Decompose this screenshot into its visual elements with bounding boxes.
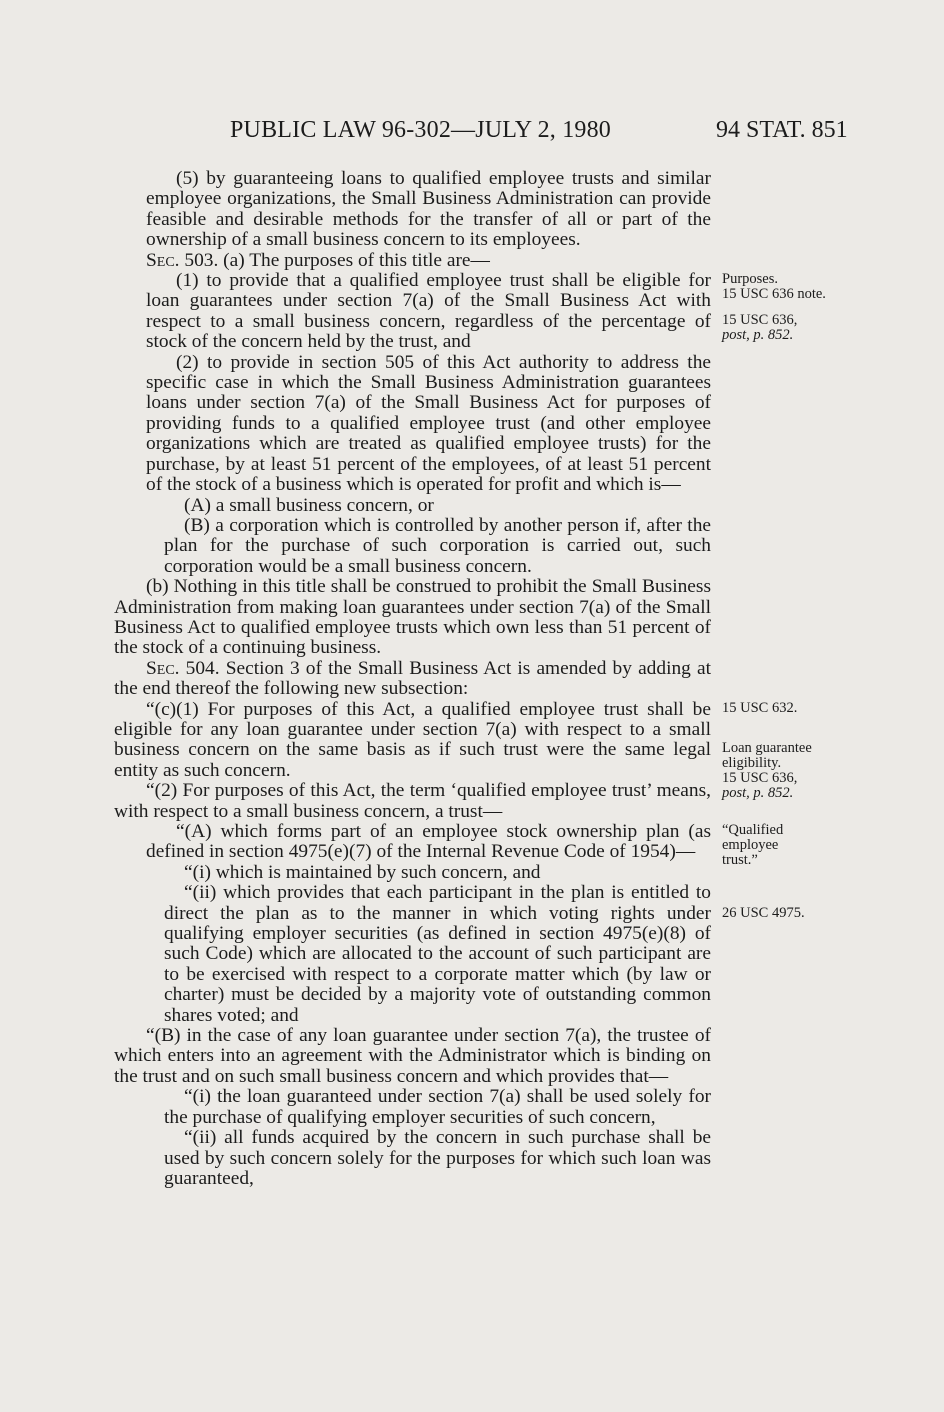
margin-note-qualified-trust: “Qualified employee trust.” [722, 822, 784, 868]
paragraph-1: (1) to provide that a qualified employee trust shall be eligible for loan guarantees under section 7(a) of the Small Business Act with respect to a small business concern, regardless of the percentage of stock of the concern held by the trust, and [146, 270, 711, 353]
body-text [114, 169, 711, 1189]
section-504-text: Section 3 of the Small Business Act is amended by adding at the end thereof the following new subsection: [114, 657, 711, 700]
section-503-heading [114, 251, 711, 271]
margin-note-usc-636: 15 USC 636, post, p. 852. [722, 312, 798, 343]
paragraph-B-ii: “(ii) all funds acquired by the concern in such purchase shall be used by such concern solely for the purposes for which such loan was guaranteed, [164, 1127, 711, 1189]
margin-note-loan-guarantee: Loan guarantee eligibility. 15 USC 636, post, p. 852. [722, 740, 812, 801]
paragraph-2: (2) to provide in section 505 of this Act authority to address the specific case in which the Small Business Administration guarantees loans under section 7(a) of the Small Business Act for purposes of providing funds to a qualified employee trust (and other employee organizations which are treated as qualified employee trusts) for the purchase, by at least 51 percent of the employees, of at least 51 percent of the stock of a business which is operated for profit and which is— [146, 351, 711, 496]
paragraph-c2-A: “(A) which forms part of an employee stock ownership plan (as defined in section 4975(e)(7) of the Internal Revenue Code of 1954)— [146, 821, 711, 863]
section-503-text: (a) The purposes of this title are— [223, 249, 490, 271]
page-header [0, 117, 944, 147]
margin-note-usc-4975: 26 USC 4975. [722, 905, 805, 921]
margin-note-usc-632: 15 USC 632. [722, 700, 798, 716]
paragraph-B-i: “(i) the loan guaranteed under section 7(a) shall be used solely for the purchase of qualifying employer securities of such concern, [164, 1086, 711, 1128]
paragraph-A-i: “(i) which is maintained by such concern, and [184, 861, 541, 883]
section-label: Sec. 503. [146, 249, 219, 271]
paragraph-A: (A) a small business concern, or [184, 494, 434, 516]
paragraph-b: (b) Nothing in this title shall be construed to prohibit the Small Business Administration from making loan guarantees under section 7(a) of the Small Business Act to qualified employee trusts which own less than 51 percent of the stock of a continuing business. [114, 576, 711, 659]
running-title: PUBLIC LAW 96-302—JULY 2, 1980 [230, 117, 611, 143]
margin-note-purposes: Purposes. 15 USC 636 note. [722, 271, 826, 302]
statute-page-number: 94 STAT. 851 [716, 117, 848, 143]
section-label: Sec. 504. [146, 657, 220, 679]
paragraph-A-ii: “(ii) which provides that each participant in the plan is entitled to direct the plan as to the manner in which voting rights under qualifying employer securities (as defined in section 4975(e)(8) of such Code) which are allocated to the account of such participant are to be exercised with respect to a corporate matter which (by law or charter) must be decided by a majority vote of outstanding common shares voted; and [164, 882, 711, 1026]
paragraph-c2: “(2) For purposes of this Act, the term ‘qualified employee trust’ means, with respect to a small business concern, a trust— [114, 780, 711, 822]
paragraph-5: (5) by guaranteeing loans to qualified employee trusts and similar employee organizations, the Small Business Administration can provide feasible and desirable methods for the transfer of all or part of the ownership of a small business concern to its employees. [146, 168, 711, 251]
paragraph-B: (B) a corporation which is controlled by another person if, after the plan for the purchase of such corporation is carried out, such corporation would be a small business concern. [164, 514, 711, 577]
paragraph-c1: “(c)(1) For purposes of this Act, a qualified employee trust shall be eligible for any loan guarantee under section 7(a) with respect to a small business concern on the same basis as if such trust were the same legal entity as such concern. [114, 698, 711, 781]
paragraph-c2-B: “(B) in the case of any loan guarantee under section 7(a), the trustee of which enters into an agreement with the Administrator which is binding on the trust and on such small business concern and which provides that— [114, 1025, 711, 1087]
section-504-paragraph [114, 659, 711, 700]
